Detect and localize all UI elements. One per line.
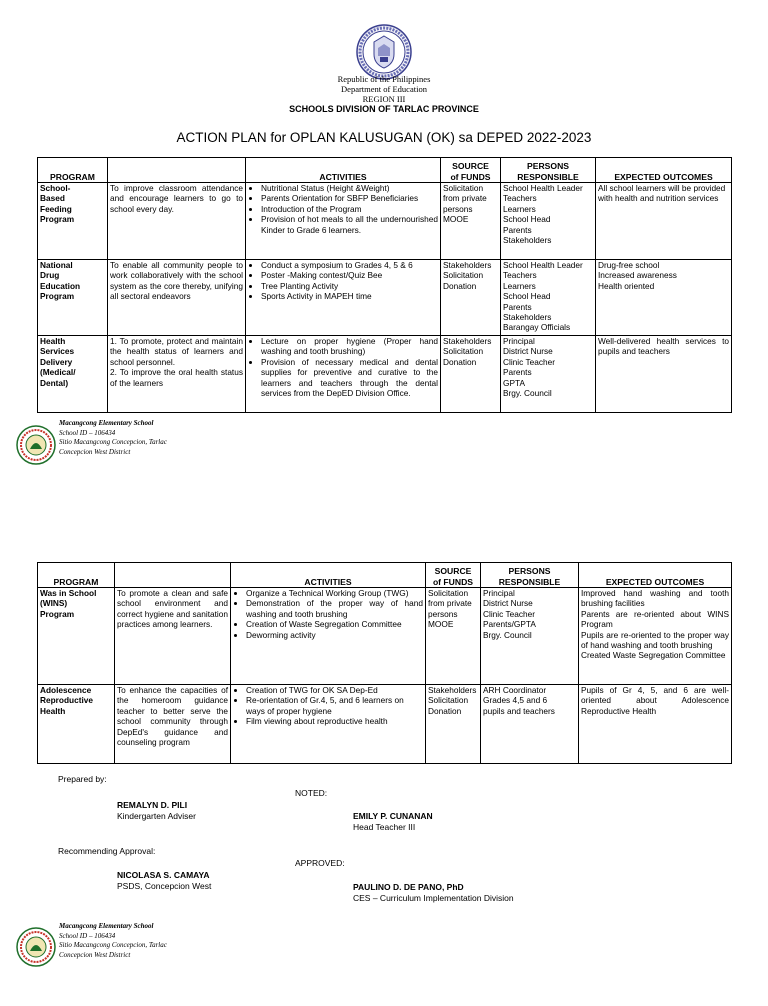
program-cell: Was in School (WINS) Program: [38, 588, 115, 685]
objective-cell: To enable all community people to work collaboratively with the school system as the core thereby, unifying all sectoral endeavors: [108, 260, 246, 336]
outcomes-cell: Well-delivered health services to pupils and teachers: [596, 336, 732, 413]
persons-cell: ARH Coordinator Grades 4,5 and 6 pupils and teachers: [481, 685, 579, 764]
source-cell: Solicitation from private persons MOOE: [441, 183, 501, 260]
school-name: Macangcong Elementary School: [59, 922, 154, 930]
division-name: SCHOOLS DIVISION OF TARLAC PROVINCE: [289, 104, 479, 114]
deped-seal: [356, 24, 412, 80]
noted-name: EMILY P. CUNANAN: [353, 811, 433, 821]
col-outcomes: EXPECTED OUTCOMES: [579, 563, 732, 588]
col-objective: [115, 563, 231, 588]
objective-cell: To enhance the capacities of the homeroom guidance teacher to better serve the school community through DepEd's guidance and counseling program: [115, 685, 231, 764]
outcomes-cell: Improved hand washing and tooth brushing facilities Parents are re-oriented about WINS Program Pupils are re-oriented to the proper way of hand washing and tooth brushing Created Waste Segregation Committee: [579, 588, 732, 685]
table-header-row: [38, 563, 732, 588]
list-item: • Poster -Making contest/Quiz Bee: [261, 270, 438, 280]
list-item: • Creation of TWG for OK SA Dep-Ed: [246, 685, 423, 695]
program-cell: Health Services Delivery (Medical/ Dental): [38, 336, 108, 413]
col-activities: ACTIVITIES: [231, 563, 426, 588]
noted-title: Head Teacher III: [353, 822, 416, 832]
source-cell: Stakeholders Solicitation Donation: [426, 685, 481, 764]
outcomes-cell: All school learners will be provided with health and nutrition services: [596, 183, 732, 260]
header-block: [0, 74, 768, 114]
header-line-1: Republic of the Philippines: [337, 74, 431, 84]
school-footer-2: [59, 922, 167, 960]
recommending-signature: [117, 870, 211, 892]
source-cell: Stakeholders Solicitation Donation: [441, 260, 501, 336]
persons-cell: Principal District Nurse Clinic Teacher Parents/GPTA Brgy. Council: [481, 588, 579, 685]
list-item: • Parents Orientation for SBFP Beneficiaries: [261, 193, 438, 203]
table-row: [38, 588, 732, 685]
school-logo: [16, 927, 56, 967]
table-header-row: [38, 158, 732, 183]
source-cell: Stakeholders Solicitation Donation: [441, 336, 501, 413]
col-source: SOURCE of FUNDS: [426, 563, 481, 588]
objective-cell: To improve classroom attendance and encourage learners to go to school every day.: [108, 183, 246, 260]
table-row: [38, 685, 732, 764]
objective-cell: To promote a clean and safe school environment and correct hygiene and sanitation practices among learners.: [115, 588, 231, 685]
prepared-title: Kindergarten Adviser: [117, 811, 196, 821]
list-item: • Conduct a symposium to Grades 4, 5 & 6: [261, 260, 438, 270]
program-cell: National Drug Education Program: [38, 260, 108, 336]
activities-cell: [246, 260, 441, 336]
list-item: • Lecture on proper hygiene (Proper hand washing and tooth brushing): [261, 336, 438, 357]
list-item: • Film viewing about reproductive health: [246, 716, 423, 726]
list-item: • Introduction of the Program: [261, 204, 438, 214]
approved-title: CES – Curriculum Implementation Division: [353, 893, 514, 903]
persons-cell: Principal District Nurse Clinic Teacher Parents GPTA Brgy. Council: [501, 336, 596, 413]
school-address: Sitio Macangcong Concepcion, Tarlac: [59, 438, 167, 446]
list-item: • Tree Planting Activity: [261, 281, 438, 291]
program-cell: School- Based Feeding Program: [38, 183, 108, 260]
col-objective: [108, 158, 246, 183]
recommending-title: PSDS, Concepcion West: [117, 881, 212, 891]
school-name: Macangcong Elementary School: [59, 419, 154, 427]
school-id: School ID – 106434: [59, 931, 116, 940]
school-footer-1: [59, 419, 167, 457]
col-program: PROGRAM: [38, 158, 108, 183]
approved-label: APPROVED:: [295, 858, 345, 868]
school-id: School ID – 106434: [59, 428, 116, 437]
list-item: • Demonstration of the proper way of hand washing and tooth brushing: [246, 598, 423, 619]
header-line-2: Department of Education: [341, 84, 427, 94]
recommending-name: NICOLASA S. CAMAYA: [117, 870, 210, 880]
noted-signature: [353, 811, 433, 833]
list-item: • Re-orientation of Gr.4, 5, and 6 learners on ways of proper hygiene: [246, 695, 423, 716]
list-item: • Creation of Waste Segregation Committee: [246, 619, 423, 629]
list-item: • Provision of hot meals to all the undernourished Kinder to Grade 6 learners.: [261, 214, 438, 235]
list-item: • Deworming activity: [246, 630, 423, 640]
activities-cell: [231, 685, 426, 764]
approved-signature: [353, 882, 514, 904]
document-title: ACTION PLAN for OPLAN KALUSUGAN (OK) sa DEPED 2022-2023: [176, 130, 592, 145]
activities-cell: [246, 336, 441, 413]
school-district: Concepcion West District: [59, 950, 131, 959]
outcomes-cell: Pupils of Gr 4, 5, and 6 are well-oriented about Adolescence Reproductive Health: [579, 685, 732, 764]
col-activities: ACTIVITIES: [246, 158, 441, 183]
prepared-name: REMALYN D. PILI: [117, 800, 188, 810]
list-item: • Organize a Technical Working Group (TWG): [246, 588, 423, 598]
objective-cell: 1. To promote, protect and maintain the health status of learners and school personnel. 2. To improve the oral health status of the learners: [108, 336, 246, 413]
source-cell: Solicitation from private persons MOOE: [426, 588, 481, 685]
col-outcomes: EXPECTED OUTCOMES: [596, 158, 732, 183]
col-persons: PERSONS RESPONSIBLE: [481, 563, 579, 588]
action-plan-table-1: [37, 157, 732, 413]
activities-cell: [246, 183, 441, 260]
school-district: Concepcion West District: [59, 447, 131, 456]
activities-cell: [231, 588, 426, 685]
program-cell: Adolescence Reproductive Health: [38, 685, 115, 764]
col-persons: PERSONS RESPONSIBLE: [501, 158, 596, 183]
persons-cell: School Health Leader Teachers Learners School Head Parents Stakeholders Barangay Officials: [501, 260, 596, 336]
col-source: SOURCE of FUNDS: [441, 158, 501, 183]
list-item: • Sports Activity in MAPEH time: [261, 291, 438, 301]
recommending-label: Recommending Approval:: [58, 846, 156, 856]
action-plan-table-2: [37, 562, 732, 764]
header-line-3: REGION III: [362, 94, 406, 104]
col-program: PROGRAM: [38, 563, 115, 588]
prepared-signature: [117, 800, 196, 822]
school-address: Sitio Macangcong Concepcion, Tarlac: [59, 941, 167, 949]
persons-cell: School Health Leader Teachers Learners School Head Parents Stakeholders: [501, 183, 596, 260]
outcomes-cell: Drug-free school Increased awareness Health oriented: [596, 260, 732, 336]
approved-name: PAULINO D. DE PANO, PhD: [353, 882, 464, 892]
table-row: [38, 183, 732, 260]
school-logo: [16, 425, 56, 465]
list-item: • Nutritional Status (Height &Weight): [261, 183, 438, 193]
list-item: • Provision of necessary medical and dental supplies for preventive and curative to the learners and teachers through the dental services from the DepED Division Office.: [261, 357, 438, 399]
table-row: [38, 336, 732, 413]
noted-label: NOTED:: [295, 788, 328, 798]
prepared-by-label: Prepared by:: [58, 774, 107, 784]
table-row: [38, 260, 732, 336]
